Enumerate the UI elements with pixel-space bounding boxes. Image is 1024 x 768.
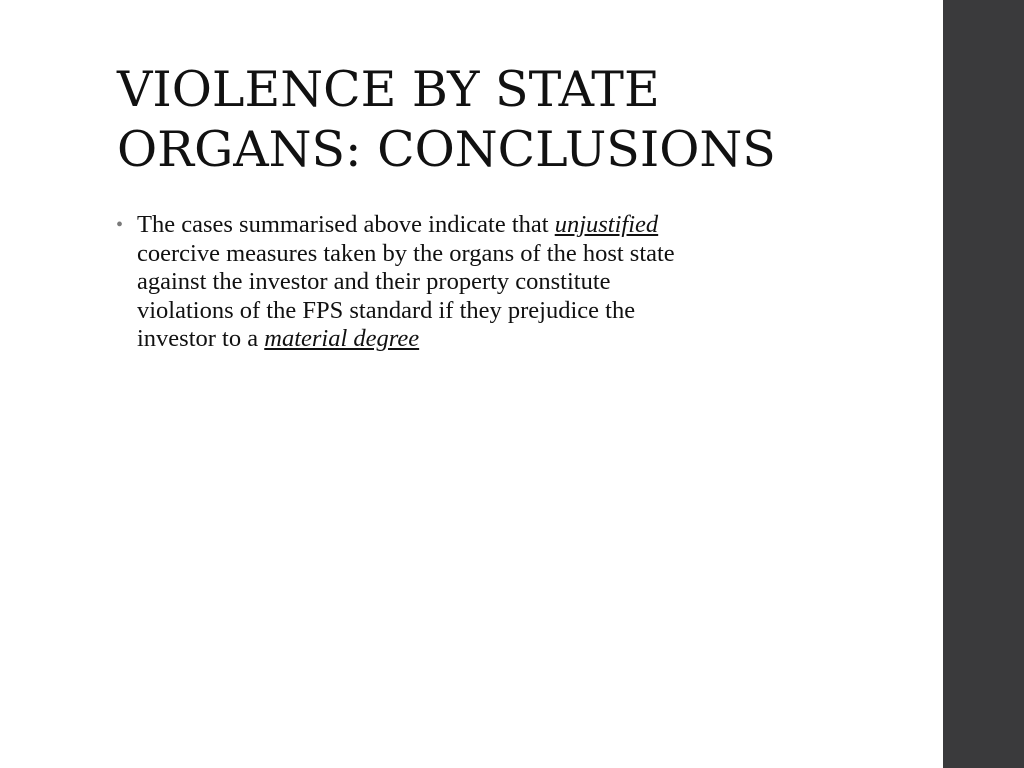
emphasis-unjustified: unjustified	[554, 211, 659, 238]
bullet-line-4: violations of the FPS standard if they prejudice the	[137, 296, 636, 324]
bullet-line-2: coercive measures taken by the organs of the host state	[137, 239, 675, 267]
bullet-line-1	[137, 211, 816, 240]
emphasis-material-degree: material degree	[264, 325, 420, 352]
bullet-line-3: against the investor and their property constitute	[137, 268, 611, 295]
slide-title	[117, 60, 917, 180]
title-line-2: ORGANS: CONCLUSIONS	[117, 121, 776, 178]
side-bar	[943, 0, 1024, 768]
slide-content	[116, 211, 816, 354]
bullet-line-5-text: investor to a	[137, 325, 265, 352]
title-line-1: VIOLENCE BY STATE	[117, 61, 660, 118]
bullet-line-5	[137, 325, 816, 354]
bullet-icon: •	[116, 214, 124, 236]
bullet-line-1-text: The cases summarised above indicate that	[137, 211, 555, 238]
bullet-item	[116, 211, 816, 354]
